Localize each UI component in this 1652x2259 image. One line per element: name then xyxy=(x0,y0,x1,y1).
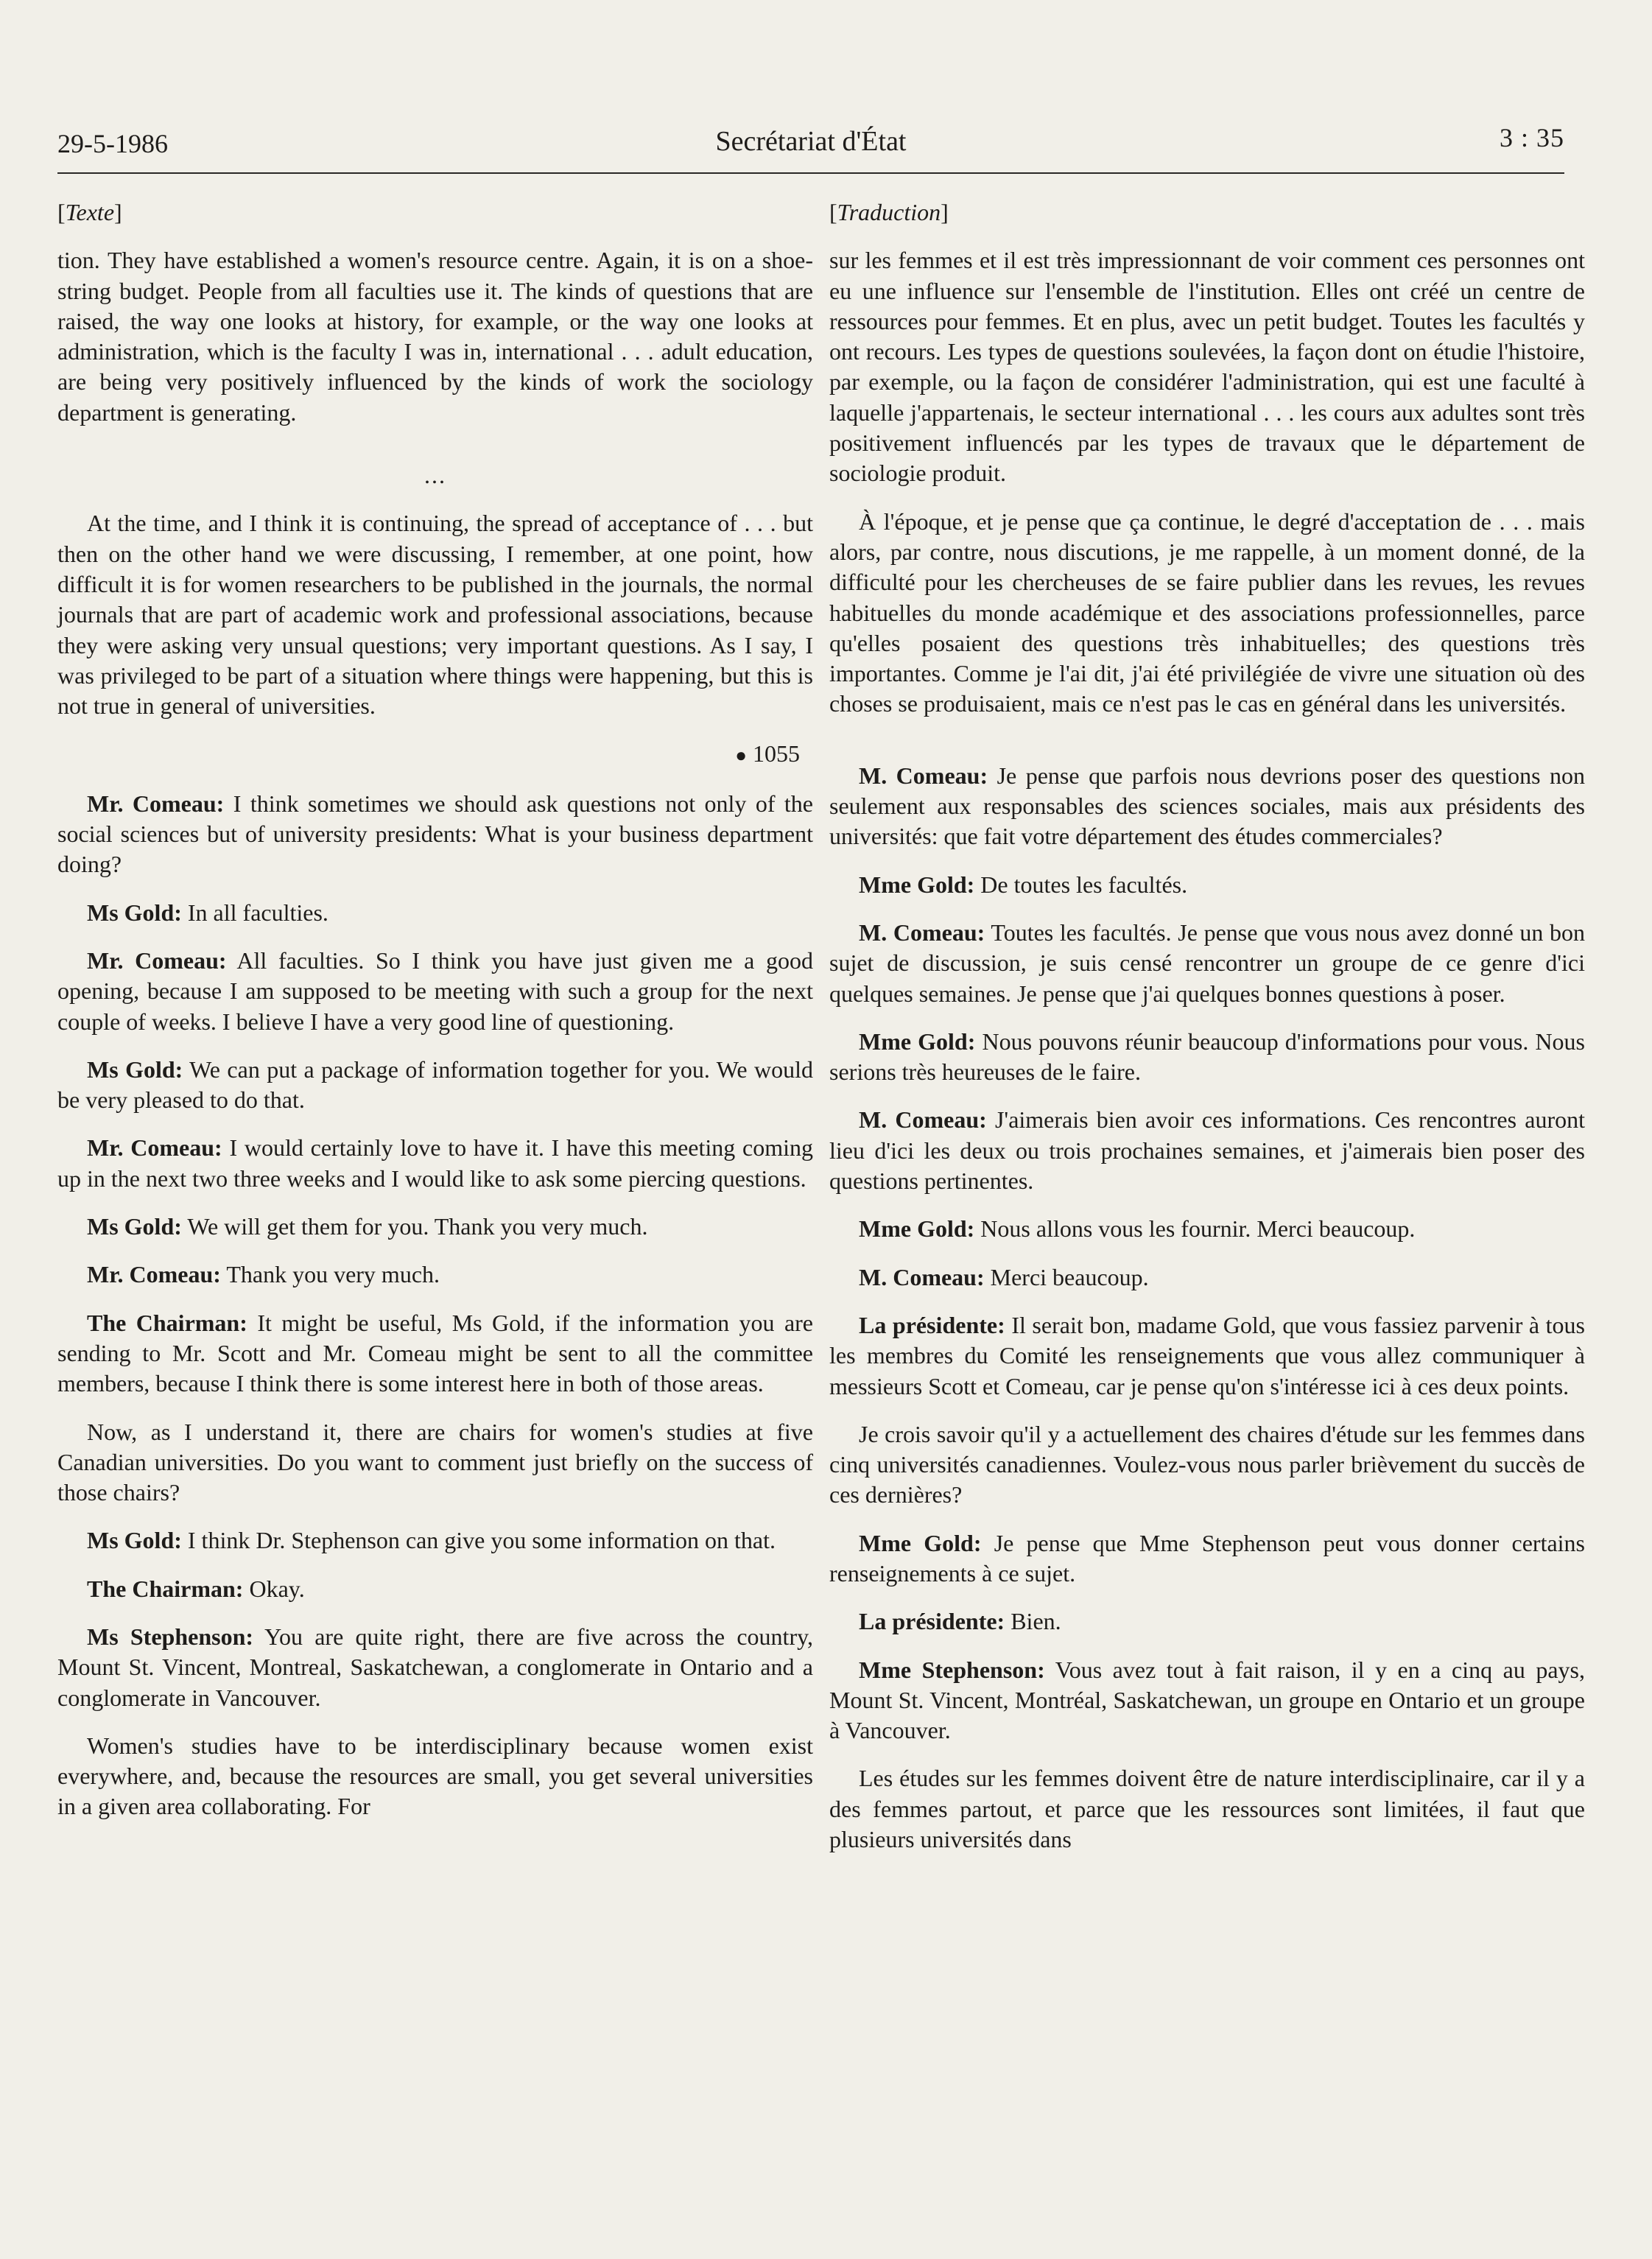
speaker-name: Mr. Comeau: xyxy=(87,1261,221,1288)
paragraph: Les études sur les femmes doivent être de nature interdisciplinaire, car il y a des femmes partout, et parce que les ressources sont limitées, il faut que plusieurs universités dans xyxy=(829,1765,1585,1853)
header-title: Secrétariat d'État xyxy=(715,126,907,157)
speech-entry xyxy=(829,1528,1585,1589)
left-column-english xyxy=(57,197,813,1840)
speaker-name: Mr. Comeau: xyxy=(87,1134,222,1162)
speech-text: De toutes les facultés. xyxy=(980,871,1188,898)
speech-text: Je pense que Mme Stephenson peut vous donner certains renseignements à ce sujet. xyxy=(829,1529,1586,1587)
paragraph: tion. They have established a women's resource centre. Again, it is on a shoe-string budget. People from all faculties use it. The kinds of questions that are raised, the way one looks at history, for example, or the way one looks at administration, which is the faculty I was in, international . . . adult education, are being very positively influenced by the kinds of work the sociology department is generating. xyxy=(57,247,813,426)
ellipsis-separator: ... xyxy=(424,462,446,489)
paragraph: At the time, and I think it is continuing, the spread of acceptance of . . . but then on the other hand we were discussing, I remember, at one point, how difficult it is for women researchers to be published in the journals, the normal journals that are part of academic work and professional associations, because they were asking very unsual questions; very important questions. As I say, I was privileged to be part of a situation where things were happening, but this is not true in general of universities. xyxy=(57,510,813,720)
speech-entry xyxy=(829,918,1585,1009)
paragraph: Je crois savoir qu'il y a actuellement des chaires d'étude sur les femmes dans cinq universités canadiennes. Voulez-vous nous parler brièvement du succès de ces dernières? xyxy=(829,1420,1585,1508)
speech-entry xyxy=(829,761,1585,852)
speaker-name: Mme Stephenson: xyxy=(859,1656,1045,1683)
header-page-number: 3 : 35 xyxy=(1499,123,1564,152)
speech-entry xyxy=(829,1105,1585,1196)
speech-entry xyxy=(57,1260,813,1290)
paragraph: sur les femmes et il est très impressionnant de voir comment ces personnes ont eu une influence sur l'ensemble de l'institution. Elles ont créé un centre de ressources pour femmes. Et en plus, avec un petit budget. Toutes les facultés y ont recours. Les types de questions soulevées, la façon dont on étudie l'histoire, par exemple, ou la façon de considérer l'administration, qui est une faculté à laquelle j'appartenais, le secteur international . . . les cours aux adultes sont très positivement influencés par les types de travaux que le département de sociologie produit. xyxy=(829,247,1585,487)
speech-text: Vous avez tout à fait raison, il y en a cinq au pays, Mount St. Vincent, Montréal, Saskatchewan, un groupe en Ontario et un groupe à Vancouver. xyxy=(829,1656,1586,1744)
speech-entry xyxy=(57,1525,813,1556)
paragraph: Now, as I understand it, there are chairs for women's studies at five Canadian universities. Do you want to comment just briefly on the success of those chairs? xyxy=(57,1418,813,1506)
header-date: 29-5-1986 xyxy=(57,129,168,158)
speech-entry xyxy=(57,1622,813,1713)
speaker-name: Mr. Comeau: xyxy=(87,790,225,817)
bullet-icon: ● xyxy=(735,745,747,767)
speaker-name: The Chairman: xyxy=(87,1575,244,1602)
speaker-name: M. Comeau: xyxy=(859,762,988,789)
language-tag: [Traduction] xyxy=(829,199,949,225)
speaker-name: Mme Gold: xyxy=(859,1027,976,1055)
speaker-name: M. Comeau: xyxy=(859,1263,985,1290)
speaker-name: Ms Gold: xyxy=(87,1055,183,1083)
speech-entry xyxy=(829,870,1585,900)
speaker-name: M. Comeau: xyxy=(859,1106,987,1134)
speech-entry xyxy=(829,1310,1585,1402)
speech-text: Nous allons vous les fournir. Merci beaucoup. xyxy=(980,1215,1416,1243)
speaker-name: La présidente: xyxy=(859,1608,1005,1635)
speech-text: In all faculties. xyxy=(187,899,328,926)
speech-text: All faculties. So I think you have just given me a good opening, because I am supposed to be meeting with such a group for the next couple of weeks. I believe I have a very good line of questioning. xyxy=(57,946,813,1035)
speech-text: I think sometimes we should ask questions not only of the social sciences but of university presidents: What is your business department doing? xyxy=(57,790,813,878)
speech-entry xyxy=(57,1133,813,1194)
paragraph: Women's studies have to be interdisciplinary because women exist everywhere, and, because the resources are small, you get several universities in a given area collaborating. For xyxy=(57,1732,813,1820)
speech-entry xyxy=(829,1606,1585,1637)
speaker-name: The Chairman: xyxy=(87,1309,247,1336)
speaker-name: La présidente: xyxy=(859,1311,1005,1338)
language-tag: [Texte] xyxy=(57,199,122,225)
speech-text: We will get them for you. Thank you very much. xyxy=(187,1213,648,1240)
speaker-name: Ms Gold: xyxy=(87,1213,182,1240)
speech-entry xyxy=(829,1655,1585,1746)
speaker-name: Ms Gold: xyxy=(87,899,182,926)
right-column-french xyxy=(829,197,1585,1872)
speech-entry xyxy=(57,1055,813,1116)
speech-text: I think Dr. Stephenson can give you some information on that. xyxy=(187,1527,776,1554)
speech-text: Bien. xyxy=(1010,1608,1061,1635)
speech-text: Toutes les facultés. Je pense que vous nous avez donné un bon sujet de discussion, je suis censé rencontrer un groupe de ce genre d'ici quelques semaines. Je pense que j'ai quelques bonnes questions à poser. xyxy=(829,918,1586,1007)
speech-entry xyxy=(57,1574,813,1604)
speech-entry xyxy=(57,946,813,1037)
speech-entry xyxy=(57,1308,813,1399)
speaker-name: M. Comeau: xyxy=(859,918,985,946)
language-tag-text: Texte xyxy=(65,199,115,225)
speech-entry xyxy=(829,1027,1585,1088)
speech-entry xyxy=(57,898,813,928)
speech-text: J'aimerais bien avoir ces informations. Ces rencontres auront lieu d'ici les deux ou trois prochaines semaines, et j'aimerais bien poser des questions pertinentes. xyxy=(829,1106,1586,1195)
speech-text: Okay. xyxy=(249,1575,305,1602)
speaker-name: Mme Gold: xyxy=(859,871,975,898)
speech-text: Merci beaucoup. xyxy=(990,1263,1149,1290)
paragraph: À l'époque, et je pense que ça continue, le degré d'acceptation de . . . mais alors, par contre, nous discutions, je me rappelle, à un moment donné, de la difficulté pour les chercheuses de se faire publier dans les revues, les revues habituelles du monde académique et des associations professionnelles, parce qu'elles posaient des questions très inhabituelles; des questions très importantes. Comme je l'ai dit, j'ai été privilégiée de vivre une situation où des choses se produisaient, mais ce n'est pas le cas en général dans les universités. xyxy=(829,507,1585,717)
page-header xyxy=(57,116,1564,174)
speaker-name: Mme Gold: xyxy=(859,1529,982,1556)
time-marker: ● 1055 xyxy=(735,740,800,767)
speech-entry xyxy=(57,1212,813,1242)
speech-text: Nous pouvons réunir beaucoup d'informations pour vous. Nous serions très heureuses de le faire. xyxy=(829,1027,1585,1086)
language-tag-text: Traduction xyxy=(837,199,941,225)
speech-entry xyxy=(829,1262,1585,1293)
speech-text: Thank you very much. xyxy=(226,1261,440,1288)
speech-entry xyxy=(57,789,813,880)
speech-text: We can put a package of information together for you. We would be very pleased to do that. xyxy=(57,1055,814,1114)
speech-text: I would certainly love to have it. I have this meeting coming up in the next two three weeks and I would like to ask some piercing questions. xyxy=(57,1134,814,1192)
speech-text: Je pense que parfois nous devrions poser des questions non seulement aux responsables des sciences sociales, mais aux présidents des universités: que fait votre département des études commerciales? xyxy=(829,762,1586,850)
speaker-name: Mr. Comeau: xyxy=(87,946,227,974)
speaker-name: Ms Stephenson: xyxy=(87,1623,254,1650)
speaker-name: Mme Gold: xyxy=(859,1215,975,1243)
speech-entry xyxy=(829,1214,1585,1244)
speaker-name: Ms Gold: xyxy=(87,1527,182,1554)
speech-text: You are quite right, there are five across the country, Mount St. Vincent, Montreal, Saskatchewan, a conglomerate in Ontario and a conglomerate in Vancouver. xyxy=(57,1623,814,1711)
speech-text: Il serait bon, madame Gold, que vous fassiez parvenir à tous les membres du Comité les renseignements que vous allez communiquer à messieurs Scott et Comeau, car je pense qu'on s'intéresse ici à ces deux points. xyxy=(829,1311,1586,1399)
speech-text: It might be useful, Ms Gold, if the information you are sending to Mr. Scott and Mr. Comeau might be sent to all the committee members, because I think there is some interest here in both of those areas. xyxy=(57,1309,814,1397)
